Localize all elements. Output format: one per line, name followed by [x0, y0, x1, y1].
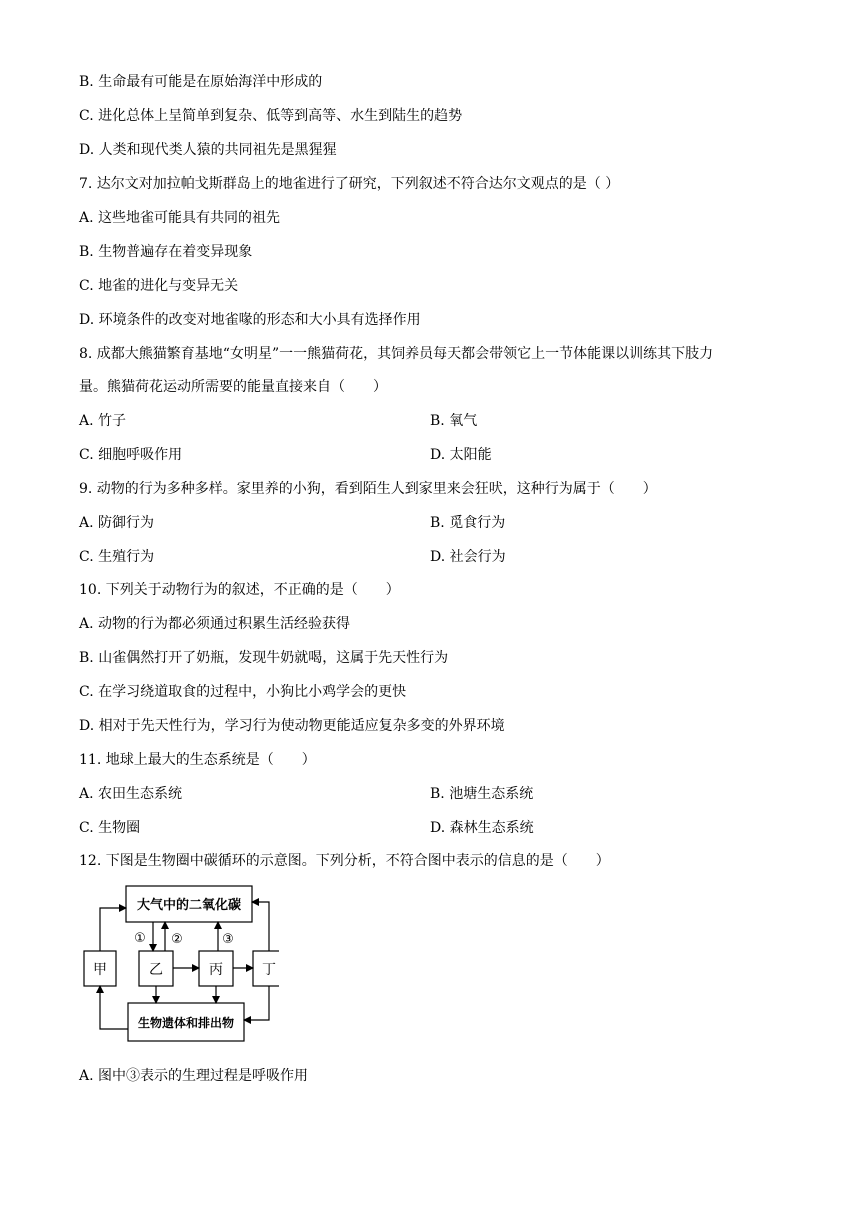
q6-option-b: B. 生命最有可能是在原始海洋中形成的 [79, 74, 323, 90]
q8-option-a: A. 竹子 [79, 413, 127, 429]
q12-stem: 12. 下图是生物圈中碳循环的示意图。下列分析，不符合图中表示的信息的是（ ） [79, 853, 610, 869]
q7-option-a: A. 这些地雀可能具有共同的祖先 [79, 210, 281, 226]
q9-option-b: B. 觅食行为 [430, 515, 506, 531]
jia-label: 甲 [93, 962, 107, 978]
q9-option-d: D. 社会行为 [430, 549, 506, 565]
q8-stem-line2: 量。熊猫荷花运动所需要的能量直接来自（ ） [79, 379, 387, 395]
process-1-label: ① [134, 931, 146, 946]
q11-option-b: B. 池塘生态系统 [430, 786, 534, 802]
q11-stem: 11. 地球上最大的生态系统是（ ） [79, 752, 316, 768]
q8-option-c: C. 细胞呼吸作用 [79, 447, 183, 463]
remains-and-excreta-label: 生物遗体和排出物 [137, 1016, 235, 1030]
ding-label: 丁 [262, 962, 276, 978]
carbon-cycle-diagram [79, 884, 279, 1049]
q7-stem: 7. 达尔文对加拉帕戈斯群岛上的地雀进行了研究，下列叙述不符合达尔文观点的是（ ） [79, 176, 620, 192]
arrow-ding-to-atmosphere [252, 902, 269, 951]
q11-option-a: A. 农田生态系统 [79, 786, 183, 802]
q10-option-a: A. 动物的行为都必须通过积累生活经验获得 [79, 616, 351, 632]
q8-stem-line1: 8. 成都大熊猫繁育基地“女明星”一一熊猫荷花，其饲养员每天都会带领它上一节体能课以训练其下肢力 [79, 346, 714, 362]
q10-option-d: D. 相对于先天性行为，学习行为使动物更能适应复杂多变的外界环境 [79, 718, 505, 734]
q11-option-c: C. 生物圈 [79, 820, 141, 836]
atmosphere-co2-label: 大气中的二氧化碳 [136, 898, 242, 913]
q6-option-c: C. 进化总体上呈简单到复杂、低等到高等、水生到陆生的趋势 [79, 108, 463, 124]
q12-option-a: A. 图中③表示的生理过程是呼吸作用 [79, 1068, 309, 1084]
process-2-label: ② [171, 932, 183, 947]
q6-option-d: D. 人类和现代类人猿的共同祖先是黑猩猩 [79, 142, 337, 158]
q9-stem: 9. 动物的行为多种多样。家里养的小狗，看到陌生人到家里来会狂吠，这种行为属于（ ） [79, 481, 657, 497]
arrow-jia-to-atmosphere [100, 908, 126, 951]
q10-option-c: C. 在学习绕道取食的过程中，小狗比小鸡学会的更快 [79, 684, 407, 700]
q11-option-d: D. 森林生态系统 [430, 820, 534, 836]
q7-option-c: C. 地雀的进化与变异无关 [79, 278, 239, 294]
q8-option-b: B. 氧气 [430, 413, 478, 429]
yi-label: 乙 [149, 962, 163, 978]
process-3-label: ③ [222, 932, 234, 947]
arrow-remains-to-jia [100, 986, 128, 1029]
q8-option-d: D. 太阳能 [430, 447, 492, 463]
q7-option-d: D. 环境条件的改变对地雀喙的形态和大小具有选择作用 [79, 312, 421, 328]
q7-option-b: B. 生物普遍存在着变异现象 [79, 244, 253, 260]
q9-option-c: C. 生殖行为 [79, 549, 155, 565]
arrow-ding-to-remains [244, 986, 269, 1020]
q10-stem: 10. 下列关于动物行为的叙述，不正确的是（ ） [79, 582, 400, 598]
q9-option-a: A. 防御行为 [79, 515, 155, 531]
bing-label: 丙 [209, 962, 223, 978]
q10-option-b: B. 山雀偶然打开了奶瓶，发现牛奶就喝，这属于先天性行为 [79, 650, 449, 666]
